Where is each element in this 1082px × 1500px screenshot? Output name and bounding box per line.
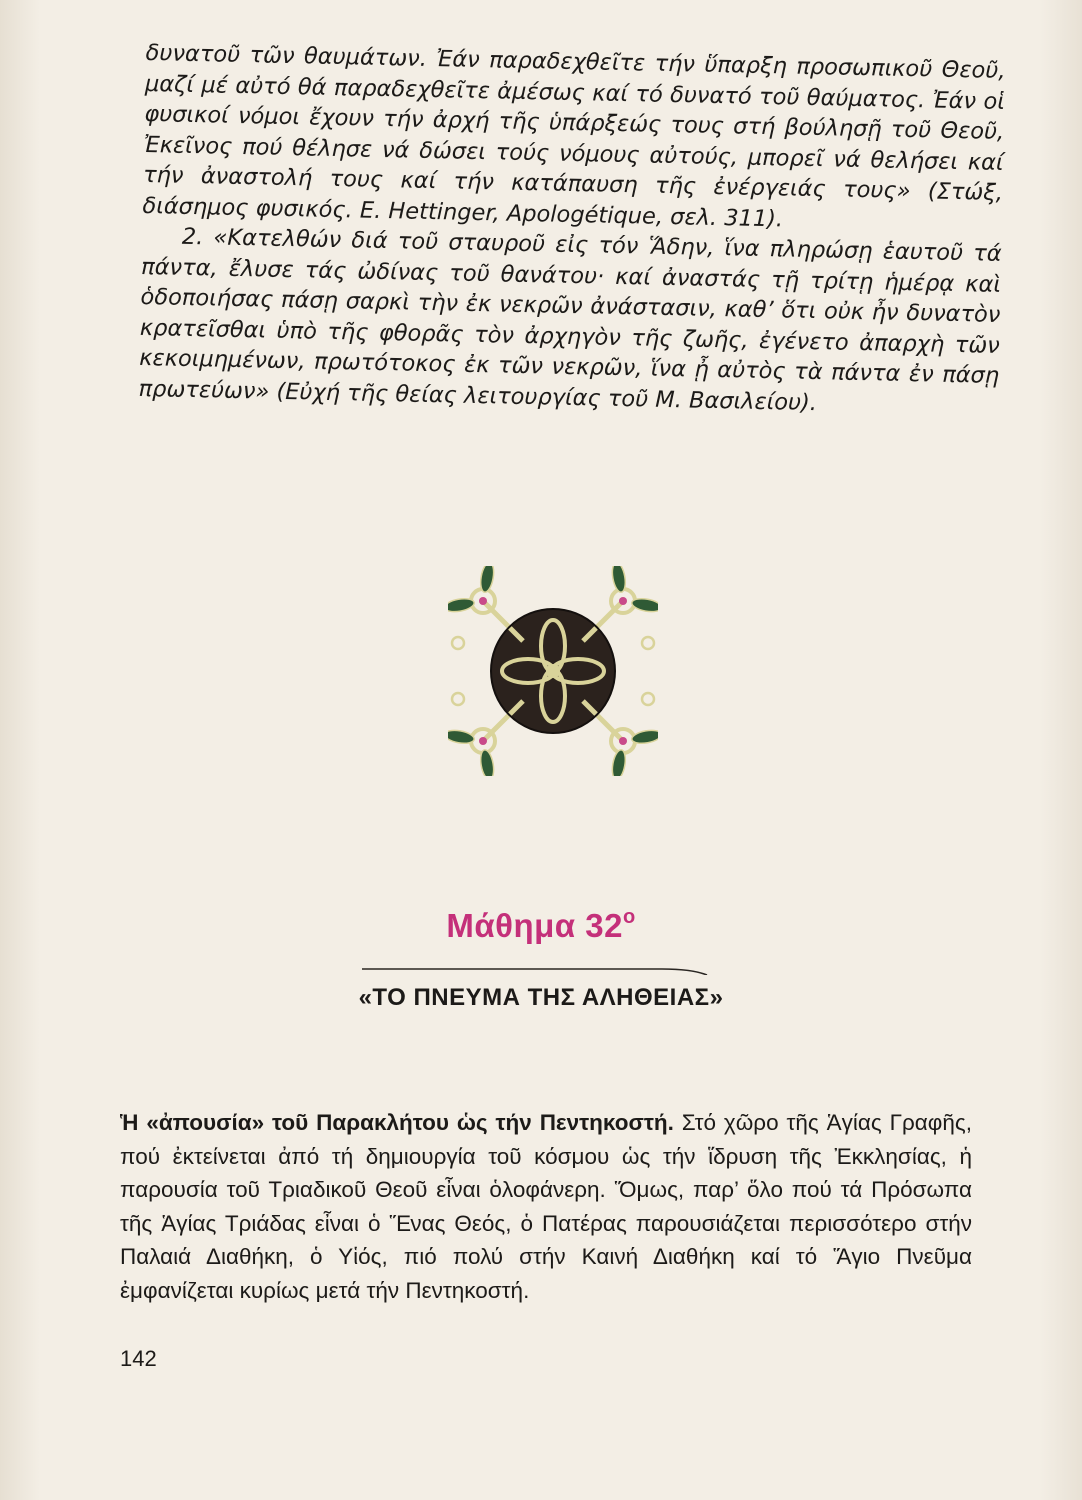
ornament-small-ring (452, 693, 464, 705)
ornament-leaf (631, 728, 658, 745)
ornament-leaf (479, 749, 496, 776)
floral-medallion-icon (448, 566, 658, 776)
quote-block (138, 38, 1005, 422)
body-text: Στό χῶρο τῆς Ἁγίας Γραφῆς, πού ἐκτείνεται ἀπό τή δημιουργία τοῦ κόσμου ὡς τήν ἵδρυση τῆς Ἐκκλησίας, ἡ παρουσία τοῦ Τριαδικοῦ Θεοῦ εἶναι ὁλοφάνερη. Ὅμως, παρ’ ὅλο πού τά Πρόσωπα τῆς Ἁγίας Τριάδας εἶναι ὁ Ἕνας Θεός, ὁ Πατέρας παρουσιάζεται περισσότερο στήν Παλαιά Διαθήκη, ὁ Υἱός, πιό πολύ στήν Καινή Διαθήκη καί τό Ἅγιο Πνεῦμα ἐμφανίζεται κυρίως μετά τήν Πεντηκοστή. (120, 1110, 972, 1303)
ornament-ring-dot (619, 597, 627, 605)
ornament-ring-dot (479, 737, 487, 745)
quote-paragraph-2: 2. «Κατελθών διά τοῦ σταυροῦ εἰς τόν Ἅδην, ἵνα πληρώσῃ ἑαυτοῦ τά πάντα, ἔλυσε τάς ὠδίνας τοῦ θανάτου· καί ἀναστάς τῇ τρίτῃ ἡμέρᾳ καὶ ὁδοποιήσας πάσῃ σαρκὶ τὴν ἐκ νεκρῶν ἀνάστασιν, καθ’ ὅτι οὐκ ἦν δυνατὸν κρατεῖσθαι ὑπὸ τῆς φθορᾶς τὸν ἀρχηγὸν τῆς ζωῆς, ἐγένετο ἀπαρχὴ τῶν κεκοιμημένων, πρωτότοκος ἐκ τῶν νεκρῶν, ἵνα ᾖ αὐτὸς τὰ πάντα ἐν πάσῃ πρωτεύων» (Εὐχή τῆς θείας λειτουργίας τοῦ Μ. Βασιλείου). (138, 223, 1002, 416)
ornament-leaf (448, 597, 475, 614)
ornament-leaf (448, 728, 475, 745)
lesson-subtitle: «ΤΟ ΠΝΕΥΜΑ ΤΗΣ ΑΛΗΘΕΙΑΣ» (358, 984, 724, 1011)
ornament-ring-dot (619, 737, 627, 745)
ornament-small-ring (642, 637, 654, 649)
body-lead-heading: Ἡ «ἀπουσία» τοῦ Παρακλήτου ὡς τήν Πεντηκοστή. (120, 1110, 674, 1135)
ornament-leaf (631, 597, 658, 614)
lesson-title-superscript: ο (622, 906, 636, 928)
lesson-title (0, 906, 1082, 945)
lesson-title-text: Μάθημα 32 (446, 907, 623, 944)
ornament-group (448, 566, 658, 776)
ornament-leaf (479, 566, 496, 593)
quote-paragraph-1: δυνατοῦ τῶν θαυμάτων. Ἐάν παραδεχθεῖτε τήν ὕπαρξη προσωπικοῦ Θεοῦ, μαζί μέ αὐτό θά παραδεχθεῖτε ἀμέσως καί τό δυνατό τοῦ θαύματος. Ἐάν οἱ φυσικοί νόμοι ἔχουν τήν ἀρχή τῆς ὑπάρξεώς τους στή βούλησῇ τοῦ Θεοῦ, Ἐκεῖνος πού θέλησε νά δώσει τούς νόμους αὐτούς, μπορεῖ νά θελήσει καί τήν ἀναστολή τους καί τήν κατάπαυση τῆς ἐνέργειάς τους» (Στώξ, διάσημος φυσικός. E. Hettinger, Apologétique, σελ. 311). (142, 39, 1006, 232)
ornament-leaf (610, 566, 627, 593)
title-divider (362, 963, 752, 975)
ornament-ring-dot (479, 597, 487, 605)
ornament-center (546, 664, 560, 678)
ornament-leaf (610, 749, 627, 776)
ornament-small-ring (452, 637, 464, 649)
ornament-small-ring (642, 693, 654, 705)
body-paragraph (120, 1106, 972, 1307)
page-number: 142 (120, 1346, 157, 1371)
